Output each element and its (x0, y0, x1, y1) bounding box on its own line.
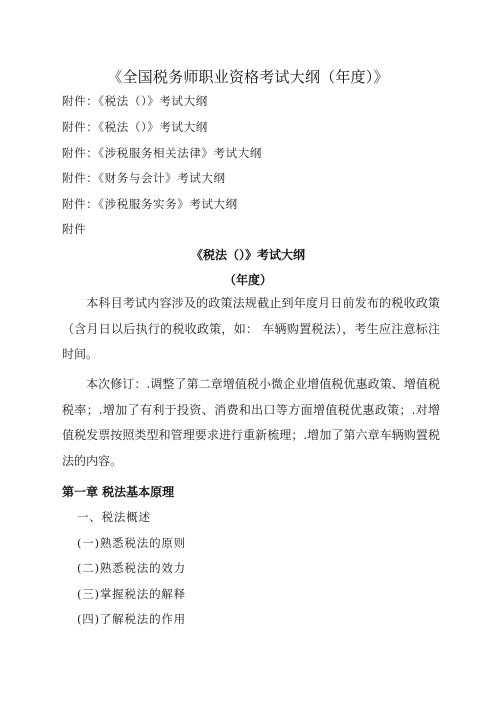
attachment-line: 附件：《涉税服务实务》考试大纲 (62, 197, 238, 211)
revision-paragraph (62, 372, 440, 474)
outline-item: (四)了解税法的作用 (77, 612, 186, 626)
attachment-line: 附件：《税法（）》考试大纲 (62, 120, 208, 134)
outline-item: (二)熟悉税法的效力 (77, 561, 186, 575)
section-year: （年度） (223, 273, 272, 287)
outline-item: (一)熟悉税法的原则 (77, 536, 186, 550)
attachment-line: 附件：《涉税服务相关法律》考试大纲 (62, 146, 262, 160)
attachment-line: 附件 (62, 222, 87, 236)
section-title: 《税法（）》考试大纲 (190, 248, 305, 262)
outline-item: (三)掌握税法的解释 (77, 587, 186, 601)
intro-paragraph (62, 291, 440, 368)
intro-paragraph-text: 本科目考试内容涉及的政策法规截止到年度月日前发布的税收政策（含月日以后执行的税收政策，如： 车辆购置税法），考生应注意标注时间。 (62, 296, 440, 361)
attachment-line: 附件：《税法（）》考试大纲 (62, 94, 208, 108)
chapter-heading: 第一章 税法基本原理 (62, 485, 175, 499)
revision-paragraph-text: 本次修订：.调整了第二章增值税小微企业增值税优惠政策、增值税税率；.增加了有利于投资、消费和出口等方面增值税优惠政策；.对增值税发票按照类型和管理要求进行重新梳理；.增加了第六章车辆购置税法的内容。 (62, 377, 440, 468)
document-title: 《全国税务师职业资格考试大纲（年度）》 (107, 68, 389, 86)
outline-item: 一、税法概述 (77, 510, 151, 524)
attachment-line: 附件：《财务与会计》考试大纲 (62, 171, 226, 185)
